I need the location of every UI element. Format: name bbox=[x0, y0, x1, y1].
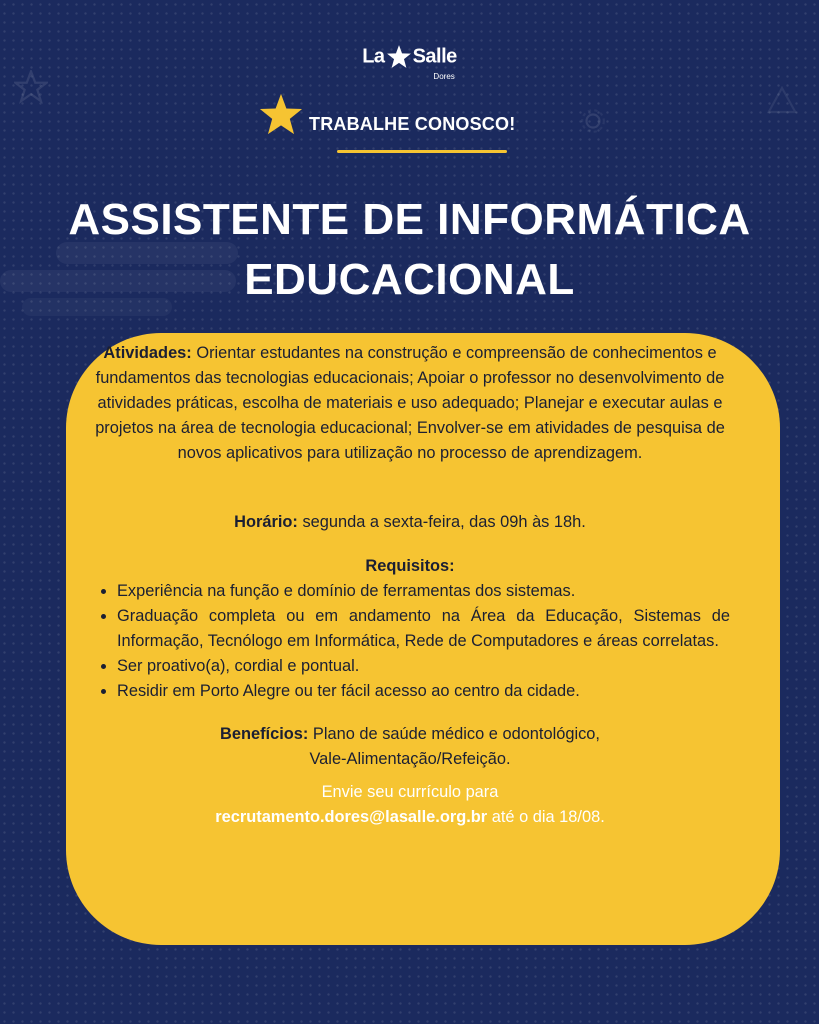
info-card-content bbox=[90, 341, 730, 830]
beneficios-section bbox=[90, 722, 730, 772]
horario-text: segunda a sexta-feira, das 09h às 18h. bbox=[297, 513, 586, 531]
list-item: • Graduação completa ou em andamento na Área da Educação, Sistemas de Informação, Tecnólogo em Informática, Rede de Computadores e áreas correlatas. bbox=[117, 604, 730, 654]
requisitos-label: Requisitos: bbox=[365, 557, 455, 575]
requisitos-list bbox=[90, 579, 730, 704]
kicker bbox=[0, 92, 819, 142]
job-title-line1: ASSISTENTE DE INFORMÁTICA bbox=[68, 195, 751, 244]
list-item: • Ser proativo(a), cordial e pontual. bbox=[117, 654, 730, 679]
envio-deadline: até o dia 18/08. bbox=[487, 808, 605, 826]
job-title bbox=[20, 190, 799, 310]
job-title-line2: EDUCACIONAL bbox=[244, 255, 575, 304]
logo-word-left: La bbox=[362, 45, 385, 68]
list-item: • Experiência na função e domínio de ferramentas dos sistemas. bbox=[117, 579, 730, 604]
envio-line1: Envie seu currículo para bbox=[321, 783, 499, 801]
atividades-section bbox=[90, 341, 730, 466]
atividades-label: Atividades: bbox=[103, 344, 192, 362]
email-link[interactable]: recrutamento.dores@lasalle.org.br bbox=[215, 808, 488, 826]
atividades-text: Orientar estudantes na construção e compreensão de conhecimentos e fundamentos das tecnologias educacionais; Apoiar o professor no desenvolvimento de atividades práticas, escolha de materiais e uso adequado; Planejar e executar aulas e projetos na área de tecnologia educacional; Envolver-se em atividades de pesquisa de novos aplicativos para utilização no processo de aprendizagem. bbox=[95, 344, 725, 462]
list-item: • Residir em Porto Alegre ou ter fácil acesso ao centro da cidade. bbox=[117, 679, 730, 704]
beneficios-line1: Plano de saúde médico e odontológico, bbox=[308, 725, 600, 743]
logo-word-right: Salle bbox=[412, 45, 457, 68]
beneficios-label: Benefícios: bbox=[220, 725, 309, 743]
beneficios-line2: Vale-Alimentação/Refeição. bbox=[309, 750, 511, 768]
logo-subtitle: Dores bbox=[433, 72, 455, 81]
kicker-text: TRABALHE CONOSCO! bbox=[309, 114, 516, 134]
horario-section bbox=[90, 510, 730, 535]
horario-label: Horário: bbox=[234, 513, 298, 531]
logo-star-icon bbox=[386, 44, 412, 70]
star-icon bbox=[258, 92, 304, 138]
kicker-underline bbox=[337, 150, 507, 153]
lasalle-logo bbox=[0, 44, 819, 84]
envio-section bbox=[90, 780, 730, 830]
